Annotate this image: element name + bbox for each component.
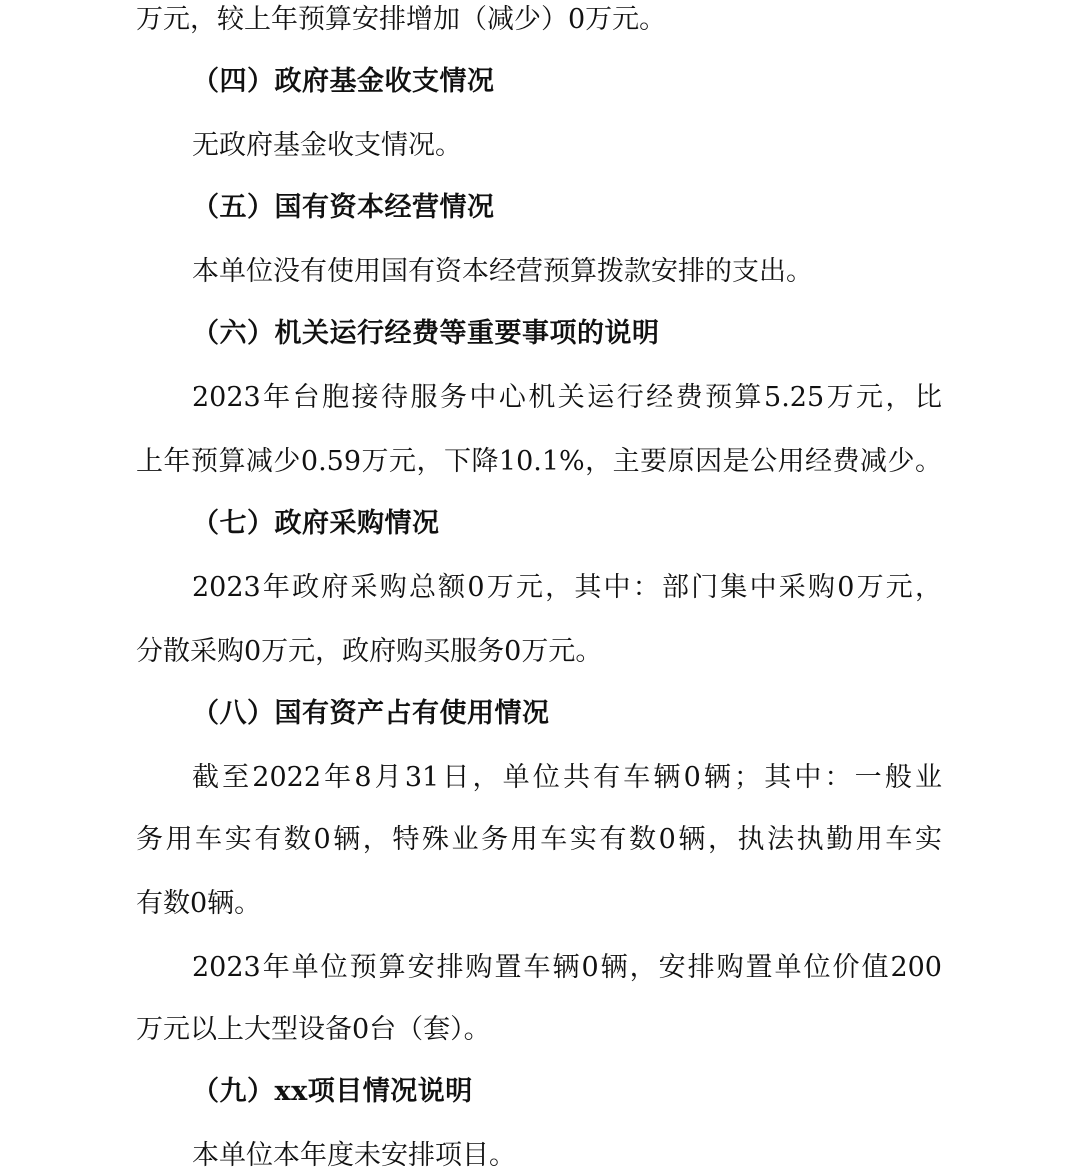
paragraph-line: 万元，较上年预算安排增加（减少）0万元。: [136, 4, 667, 35]
paragraph-line: 2023年台胞接待服务中心机关运行经费预算5.25万元，比: [192, 382, 942, 413]
paragraph-line: 分散采购0万元，政府购买服务0万元。: [136, 636, 603, 667]
paragraph-line: 截至2022年8月31日，单位共有车辆0辆；其中：一般业: [192, 762, 942, 793]
paragraph-line: 2023年政府采购总额0万元，其中：部门集中采购0万元，: [192, 572, 942, 603]
section-heading-4: （四）政府基金收支情况: [192, 66, 495, 97]
paragraph-line: 上年预算减少0.59万元，下降10.1%，主要原因是公用经费减少。: [136, 446, 942, 477]
paragraph-line: 无政府基金收支情况。: [192, 130, 462, 161]
paragraph-line: 本单位没有使用国有资本经营预算拨款安排的支出。: [192, 256, 813, 287]
paragraph-line: 有数0辆。: [136, 888, 262, 919]
paragraph-line: 万元以上大型设备0台（套）。: [136, 1014, 491, 1045]
paragraph-line: 2023年单位预算安排购置车辆0辆，安排购置单位价值200: [192, 952, 942, 983]
section-heading-8: （八）国有资产占有使用情况: [192, 698, 550, 729]
section-heading-5: （五）国有资本经营情况: [192, 192, 495, 223]
section-heading-6: （六）机关运行经费等重要事项的说明: [192, 318, 660, 349]
paragraph-line: 本单位本年度未安排项目。: [192, 1140, 516, 1171]
paragraph-line: 务用车实有数0辆，特殊业务用车实有数0辆，执法执勤用车实: [136, 824, 942, 855]
section-heading-7: （七）政府采购情况: [192, 508, 440, 539]
section-heading-9: （九）xx项目情况说明: [192, 1076, 473, 1107]
